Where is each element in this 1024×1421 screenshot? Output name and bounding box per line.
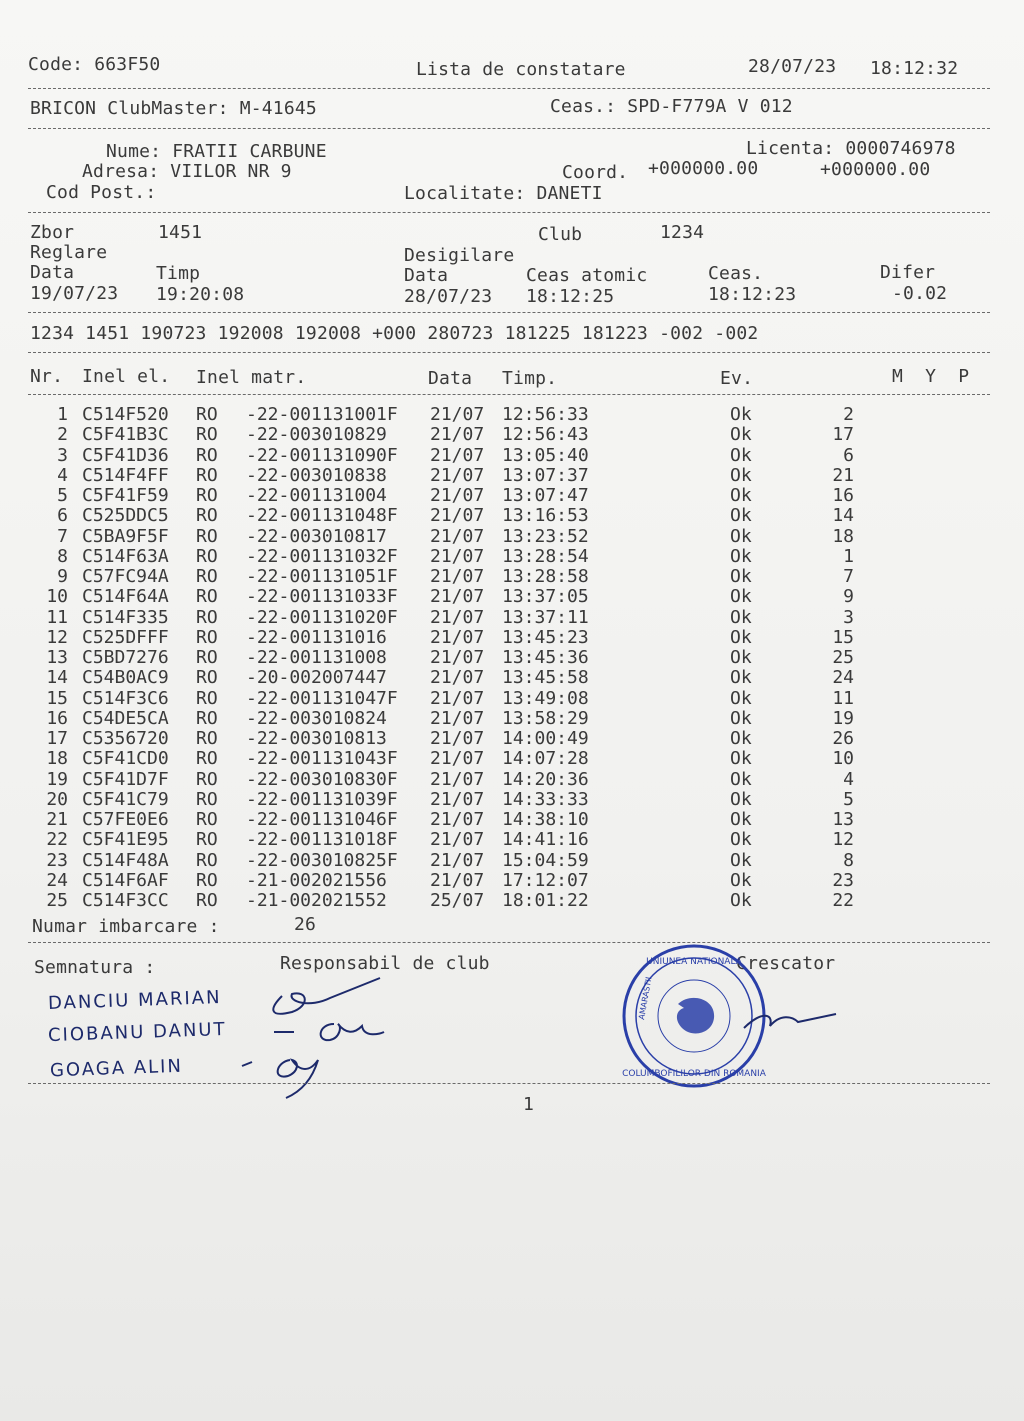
arrival-time: 13:28:54 bbox=[502, 545, 589, 567]
position: 19 bbox=[832, 707, 854, 729]
row-number: 23 bbox=[46, 849, 68, 871]
ring-number: -22-001131051F bbox=[246, 566, 398, 587]
position: 14 bbox=[832, 505, 854, 527]
arrival-date: 21/07 bbox=[430, 869, 485, 891]
col-timp: Timp. bbox=[502, 368, 558, 389]
separator bbox=[28, 394, 990, 395]
position: 17 bbox=[832, 424, 854, 446]
arrival-time: 18:01:22 bbox=[502, 890, 589, 911]
arrival-time: 12:56:33 bbox=[502, 404, 589, 425]
event-status: Ok bbox=[730, 525, 752, 547]
clock-model: Ceas.: SPD-F779A V 012 bbox=[550, 96, 793, 117]
row-number: 13 bbox=[46, 647, 68, 668]
arrival-date: 21/07 bbox=[430, 464, 485, 486]
position: 4 bbox=[843, 768, 854, 790]
desigilare-date: 28/07/23 bbox=[404, 286, 493, 307]
electronic-ring: C514F3C6 bbox=[82, 687, 169, 709]
desigilare-label: Desigilare bbox=[404, 245, 515, 266]
doc-date: 28/07/23 bbox=[748, 56, 837, 77]
table-row bbox=[0, 891, 1024, 911]
signature-label: Semnatura : bbox=[34, 957, 156, 978]
code-line: 1234 1451 190723 192008 192008 +000 280723 181225 181223 -002 -002 bbox=[30, 323, 759, 344]
country-code: RO bbox=[196, 890, 218, 911]
event-status: Ok bbox=[730, 444, 752, 466]
separator bbox=[28, 128, 990, 129]
position: 10 bbox=[832, 748, 854, 770]
arrival-time: 14:20:36 bbox=[502, 768, 589, 790]
reglare-date: 19/07/23 bbox=[30, 283, 119, 304]
doc-title: Lista de constatare bbox=[416, 59, 626, 80]
electronic-ring: C514F6AF bbox=[82, 869, 169, 891]
arrival-time: 13:05:40 bbox=[502, 444, 589, 466]
arrival-time: 12:56:43 bbox=[502, 424, 589, 446]
country-code: RO bbox=[196, 424, 218, 446]
electronic-ring: C5F41CD0 bbox=[82, 748, 169, 770]
arrival-date: 21/07 bbox=[430, 667, 485, 689]
country-code: RO bbox=[196, 485, 218, 506]
position: 12 bbox=[832, 829, 854, 851]
page-number: 1 bbox=[523, 1094, 535, 1115]
row-number: 24 bbox=[46, 869, 68, 891]
zbor-value: 1451 bbox=[158, 222, 203, 243]
ring-number: -22-001131046F bbox=[246, 809, 398, 830]
arrival-date: 21/07 bbox=[430, 444, 485, 466]
position: 13 bbox=[832, 809, 854, 830]
col-nr: Nr. bbox=[30, 366, 64, 387]
arrival-time: 13:49:08 bbox=[502, 687, 589, 709]
data-label: Data bbox=[30, 262, 75, 283]
arrival-time: 13:07:37 bbox=[502, 464, 589, 486]
svg-text:AMARASTII: AMARASTII bbox=[637, 976, 654, 1021]
event-status: Ok bbox=[730, 890, 752, 911]
table-row bbox=[0, 446, 1024, 466]
separator bbox=[28, 1083, 990, 1084]
ring-number: -22-003010825F bbox=[246, 849, 398, 871]
reglare-time: 19:20:08 bbox=[156, 284, 245, 305]
country-code: RO bbox=[196, 748, 218, 770]
country-code: RO bbox=[196, 626, 218, 648]
position: 15 bbox=[832, 626, 854, 648]
table-row bbox=[0, 810, 1024, 830]
signature-name-1: DANCIU MARIAN bbox=[47, 986, 222, 1015]
electronic-ring: C5BA9F5F bbox=[82, 525, 169, 547]
club-responsible-label: Responsabil de club bbox=[280, 953, 490, 974]
arrival-date: 21/07 bbox=[430, 707, 485, 729]
arrival-date: 21/07 bbox=[430, 586, 485, 608]
electronic-ring: C514F3CC bbox=[82, 890, 169, 911]
row-number: 1 bbox=[57, 404, 68, 425]
arrival-time: 13:07:47 bbox=[502, 485, 589, 506]
ring-number: -22-001131043F bbox=[246, 748, 398, 770]
arrival-time: 13:58:29 bbox=[502, 707, 589, 729]
table-row bbox=[0, 466, 1024, 486]
ring-number: -22-001131001F bbox=[246, 404, 398, 425]
ring-number: -22-001131004 bbox=[246, 485, 387, 506]
arrival-time: 13:45:23 bbox=[502, 626, 589, 648]
position: 8 bbox=[843, 849, 854, 871]
table-row bbox=[0, 871, 1024, 891]
event-status: Ok bbox=[730, 626, 752, 648]
country-code: RO bbox=[196, 464, 218, 486]
postal-code: Cod Post.: bbox=[46, 182, 157, 203]
arrival-time: 14:07:28 bbox=[502, 748, 589, 770]
ring-number: -22-003010838 bbox=[246, 464, 387, 486]
signature-name-3: GOAGA ALIN bbox=[49, 1055, 184, 1082]
ring-number: -22-001131039F bbox=[246, 788, 398, 810]
table-row bbox=[0, 527, 1024, 547]
table-row bbox=[0, 770, 1024, 790]
event-status: Ok bbox=[730, 687, 752, 709]
row-number: 12 bbox=[46, 626, 68, 648]
table-row bbox=[0, 608, 1024, 628]
col-myp: M Y P bbox=[892, 366, 970, 387]
country-code: RO bbox=[196, 525, 218, 547]
table-row bbox=[0, 830, 1024, 850]
arrival-date: 25/07 bbox=[430, 890, 485, 911]
event-status: Ok bbox=[730, 728, 752, 749]
table-row bbox=[0, 729, 1024, 749]
club-label: Club bbox=[538, 224, 583, 245]
position: 16 bbox=[832, 485, 854, 506]
ring-number: -21-002021556 bbox=[246, 869, 387, 891]
separator bbox=[28, 312, 990, 313]
row-number: 3 bbox=[57, 444, 68, 466]
arrival-time: 14:41:16 bbox=[502, 829, 589, 851]
country-code: RO bbox=[196, 728, 218, 749]
row-number: 18 bbox=[46, 748, 68, 770]
electronic-ring: C5BD7276 bbox=[82, 647, 169, 668]
arrival-date: 21/07 bbox=[430, 728, 485, 749]
position: 6 bbox=[843, 444, 854, 466]
ring-number: -22-001131008 bbox=[246, 647, 387, 668]
ring-number: -22-003010813 bbox=[246, 728, 387, 749]
table-row bbox=[0, 567, 1024, 587]
separator bbox=[28, 352, 990, 353]
event-status: Ok bbox=[730, 566, 752, 587]
col-data: Data bbox=[428, 368, 473, 389]
table-row bbox=[0, 851, 1024, 871]
position: 3 bbox=[843, 606, 854, 628]
arrival-time: 14:33:33 bbox=[502, 788, 589, 810]
position: 1 bbox=[843, 545, 854, 567]
event-status: Ok bbox=[730, 647, 752, 668]
event-status: Ok bbox=[730, 505, 752, 527]
row-number: 21 bbox=[46, 809, 68, 830]
col-inel-el: Inel el. bbox=[82, 366, 171, 387]
electronic-ring: C514F63A bbox=[82, 545, 169, 567]
arrival-date: 21/07 bbox=[430, 829, 485, 851]
country-code: RO bbox=[196, 505, 218, 527]
row-number: 15 bbox=[46, 687, 68, 709]
ring-number: -22-003010824 bbox=[246, 707, 387, 729]
event-status: Ok bbox=[730, 586, 752, 608]
country-code: RO bbox=[196, 566, 218, 587]
ring-number: -22-001131018F bbox=[246, 829, 398, 851]
arrival-date: 21/07 bbox=[430, 647, 485, 668]
boarding-label: Numar imbarcare : bbox=[32, 916, 220, 937]
table-row bbox=[0, 587, 1024, 607]
electronic-ring: C514F335 bbox=[82, 606, 169, 628]
arrival-date: 21/07 bbox=[430, 485, 485, 506]
event-status: Ok bbox=[730, 869, 752, 891]
position: 18 bbox=[832, 525, 854, 547]
handwritten-signatures bbox=[230, 968, 410, 1100]
country-code: RO bbox=[196, 545, 218, 567]
arrival-time: 13:45:36 bbox=[502, 647, 589, 668]
difer-label: Difer bbox=[880, 262, 936, 283]
arrival-time: 13:37:05 bbox=[502, 586, 589, 608]
zbor-label: Zbor bbox=[30, 222, 75, 243]
row-number: 8 bbox=[57, 545, 68, 567]
arrival-time: 13:23:52 bbox=[502, 525, 589, 547]
difference: -0.02 bbox=[892, 283, 948, 304]
system-name: BRICON ClubMaster: M-41645 bbox=[30, 98, 317, 119]
electronic-ring: C5F41B3C bbox=[82, 424, 169, 446]
country-code: RO bbox=[196, 667, 218, 689]
row-number: 4 bbox=[57, 464, 68, 486]
country-code: RO bbox=[196, 647, 218, 668]
arrival-date: 21/07 bbox=[430, 566, 485, 587]
row-number: 25 bbox=[46, 890, 68, 911]
row-number: 19 bbox=[46, 768, 68, 790]
arrival-time: 13:16:53 bbox=[502, 505, 589, 527]
position: 11 bbox=[832, 687, 854, 709]
col-ev: Ev. bbox=[720, 368, 754, 389]
timp-label: Timp bbox=[156, 263, 201, 284]
arrival-time: 14:38:10 bbox=[502, 809, 589, 830]
electronic-ring: C514F48A bbox=[82, 849, 169, 871]
event-status: Ok bbox=[730, 485, 752, 506]
arrival-date: 21/07 bbox=[430, 748, 485, 770]
locality: Localitate: DANETI bbox=[404, 183, 603, 204]
electronic-ring: C5F41F59 bbox=[82, 485, 169, 506]
ring-number: -22-001131047F bbox=[246, 687, 398, 709]
electronic-ring: C514F520 bbox=[82, 404, 169, 425]
arrival-date: 21/07 bbox=[430, 606, 485, 628]
owner-license: Licenta: 0000746978 bbox=[746, 138, 956, 159]
position: 23 bbox=[832, 869, 854, 891]
table-row bbox=[0, 689, 1024, 709]
row-number: 9 bbox=[57, 566, 68, 587]
row-number: 7 bbox=[57, 525, 68, 547]
ring-number: -22-003010830F bbox=[246, 768, 398, 790]
ring-number: -22-001131033F bbox=[246, 586, 398, 608]
electronic-ring: C525DDC5 bbox=[82, 505, 169, 527]
country-code: RO bbox=[196, 768, 218, 790]
ring-number: -22-001131016 bbox=[246, 626, 387, 648]
table-row bbox=[0, 628, 1024, 648]
arrival-date: 21/07 bbox=[430, 424, 485, 446]
electronic-ring: C57FC94A bbox=[82, 566, 169, 587]
arrival-time: 14:00:49 bbox=[502, 728, 589, 749]
atomic-time: 18:12:25 bbox=[526, 286, 615, 307]
position: 2 bbox=[843, 404, 854, 425]
coord-label: Coord. bbox=[562, 162, 629, 183]
doc-time: 18:12:32 bbox=[870, 58, 959, 79]
ring-number: -22-003010829 bbox=[246, 424, 387, 446]
arrival-date: 21/07 bbox=[430, 626, 485, 648]
electronic-ring: C5F41D36 bbox=[82, 444, 169, 466]
arrival-date: 21/07 bbox=[430, 788, 485, 810]
table-row bbox=[0, 648, 1024, 668]
ring-number: -22-001131090F bbox=[246, 444, 398, 466]
row-number: 10 bbox=[46, 586, 68, 608]
event-status: Ok bbox=[730, 464, 752, 486]
country-code: RO bbox=[196, 444, 218, 466]
electronic-ring: C514F4FF bbox=[82, 464, 169, 486]
doc-code: Code: 663F50 bbox=[28, 54, 161, 75]
position: 9 bbox=[843, 586, 854, 608]
row-number: 20 bbox=[46, 788, 68, 810]
event-status: Ok bbox=[730, 829, 752, 851]
arrival-date: 21/07 bbox=[430, 687, 485, 709]
event-status: Ok bbox=[730, 707, 752, 729]
col-inel-matr: Inel matr. bbox=[196, 367, 307, 388]
country-code: RO bbox=[196, 809, 218, 830]
ring-number: -22-001131020F bbox=[246, 606, 398, 628]
arrival-date: 21/07 bbox=[430, 849, 485, 871]
row-number: 17 bbox=[46, 728, 68, 749]
breeder-label: Crescator bbox=[736, 953, 836, 974]
country-code: RO bbox=[196, 849, 218, 871]
boarding-count: 26 bbox=[294, 914, 317, 935]
position: 22 bbox=[832, 890, 854, 911]
event-status: Ok bbox=[730, 748, 752, 770]
electronic-ring: C5F41E95 bbox=[82, 829, 169, 851]
country-code: RO bbox=[196, 829, 218, 851]
position: 24 bbox=[832, 667, 854, 689]
row-number: 5 bbox=[57, 485, 68, 506]
table-row bbox=[0, 668, 1024, 688]
table-row bbox=[0, 749, 1024, 769]
electronic-ring: C5F41D7F bbox=[82, 768, 169, 790]
ceas-label: Ceas. bbox=[708, 263, 764, 284]
svg-text:UNIUNEA NATIONALA: UNIUNEA NATIONALA bbox=[646, 957, 742, 967]
country-code: RO bbox=[196, 869, 218, 891]
arrival-time: 15:04:59 bbox=[502, 849, 589, 871]
event-status: Ok bbox=[730, 424, 752, 446]
electronic-ring: C54B0AC9 bbox=[82, 667, 169, 689]
arrival-time: 13:45:58 bbox=[502, 667, 589, 689]
arrival-date: 21/07 bbox=[430, 404, 485, 425]
position: 7 bbox=[843, 566, 854, 587]
row-number: 14 bbox=[46, 667, 68, 689]
event-status: Ok bbox=[730, 667, 752, 689]
electronic-ring: C514F64A bbox=[82, 586, 169, 608]
table-row bbox=[0, 506, 1024, 526]
event-status: Ok bbox=[730, 788, 752, 810]
country-code: RO bbox=[196, 586, 218, 608]
table-row bbox=[0, 486, 1024, 506]
position: 21 bbox=[832, 464, 854, 486]
atomic-label: Ceas atomic bbox=[526, 265, 648, 286]
electronic-ring: C57FE0E6 bbox=[82, 809, 169, 830]
arrival-date: 21/07 bbox=[430, 809, 485, 830]
ring-number: -22-001131048F bbox=[246, 505, 398, 527]
ring-number: -22-001131032F bbox=[246, 545, 398, 567]
position: 5 bbox=[843, 788, 854, 810]
coord-lat: +000000.00 bbox=[648, 158, 759, 179]
table-row bbox=[0, 709, 1024, 729]
position: 25 bbox=[832, 647, 854, 668]
arrival-date: 21/07 bbox=[430, 768, 485, 790]
electronic-ring: C525DFFF bbox=[82, 626, 169, 648]
country-code: RO bbox=[196, 788, 218, 810]
arrival-date: 21/07 bbox=[430, 505, 485, 527]
stamp-signature bbox=[740, 1006, 840, 1036]
row-number: 11 bbox=[46, 606, 68, 628]
event-status: Ok bbox=[730, 606, 752, 628]
ring-number: -20-002007447 bbox=[246, 667, 387, 689]
data2-label: Data bbox=[404, 265, 449, 286]
event-status: Ok bbox=[730, 545, 752, 567]
arrival-time: 13:28:58 bbox=[502, 566, 589, 587]
coord-lon: +000000.00 bbox=[820, 159, 931, 180]
separator bbox=[28, 88, 990, 89]
reglare-label: Reglare bbox=[30, 242, 108, 263]
event-status: Ok bbox=[730, 849, 752, 871]
row-number: 22 bbox=[46, 829, 68, 851]
arrival-time: 13:37:11 bbox=[502, 606, 589, 628]
table-row bbox=[0, 790, 1024, 810]
arrival-date: 21/07 bbox=[430, 545, 485, 567]
owner-name: Nume: FRATII CARBUNE bbox=[106, 141, 327, 162]
table-row bbox=[0, 425, 1024, 445]
row-number: 6 bbox=[57, 505, 68, 527]
ring-number: -21-002021552 bbox=[246, 890, 387, 911]
country-code: RO bbox=[196, 606, 218, 628]
svg-text:COLUMBOFILILOR DIN ROMANIA: COLUMBOFILILOR DIN ROMANIA bbox=[622, 1069, 766, 1079]
electronic-ring: C54DE5CA bbox=[82, 707, 169, 729]
table-row bbox=[0, 405, 1024, 425]
event-status: Ok bbox=[730, 809, 752, 830]
event-status: Ok bbox=[730, 404, 752, 425]
electronic-ring: C5F41C79 bbox=[82, 788, 169, 810]
ring-number: -22-003010817 bbox=[246, 525, 387, 547]
event-status: Ok bbox=[730, 768, 752, 790]
position: 26 bbox=[832, 728, 854, 749]
club-value: 1234 bbox=[660, 222, 705, 243]
country-code: RO bbox=[196, 707, 218, 729]
separator bbox=[28, 942, 990, 943]
owner-address: Adresa: VIILOR NR 9 bbox=[82, 161, 292, 182]
country-code: RO bbox=[196, 687, 218, 709]
arrival-date: 21/07 bbox=[430, 525, 485, 547]
signature-name-2: CIOBANU DANUT bbox=[47, 1018, 227, 1047]
arrival-time: 17:12:07 bbox=[502, 869, 589, 891]
row-number: 2 bbox=[57, 424, 68, 446]
clock-time: 18:12:23 bbox=[708, 284, 797, 305]
table-row bbox=[0, 547, 1024, 567]
country-code: RO bbox=[196, 404, 218, 425]
electronic-ring: C5356720 bbox=[82, 728, 169, 749]
row-number: 16 bbox=[46, 707, 68, 729]
separator bbox=[28, 212, 990, 213]
